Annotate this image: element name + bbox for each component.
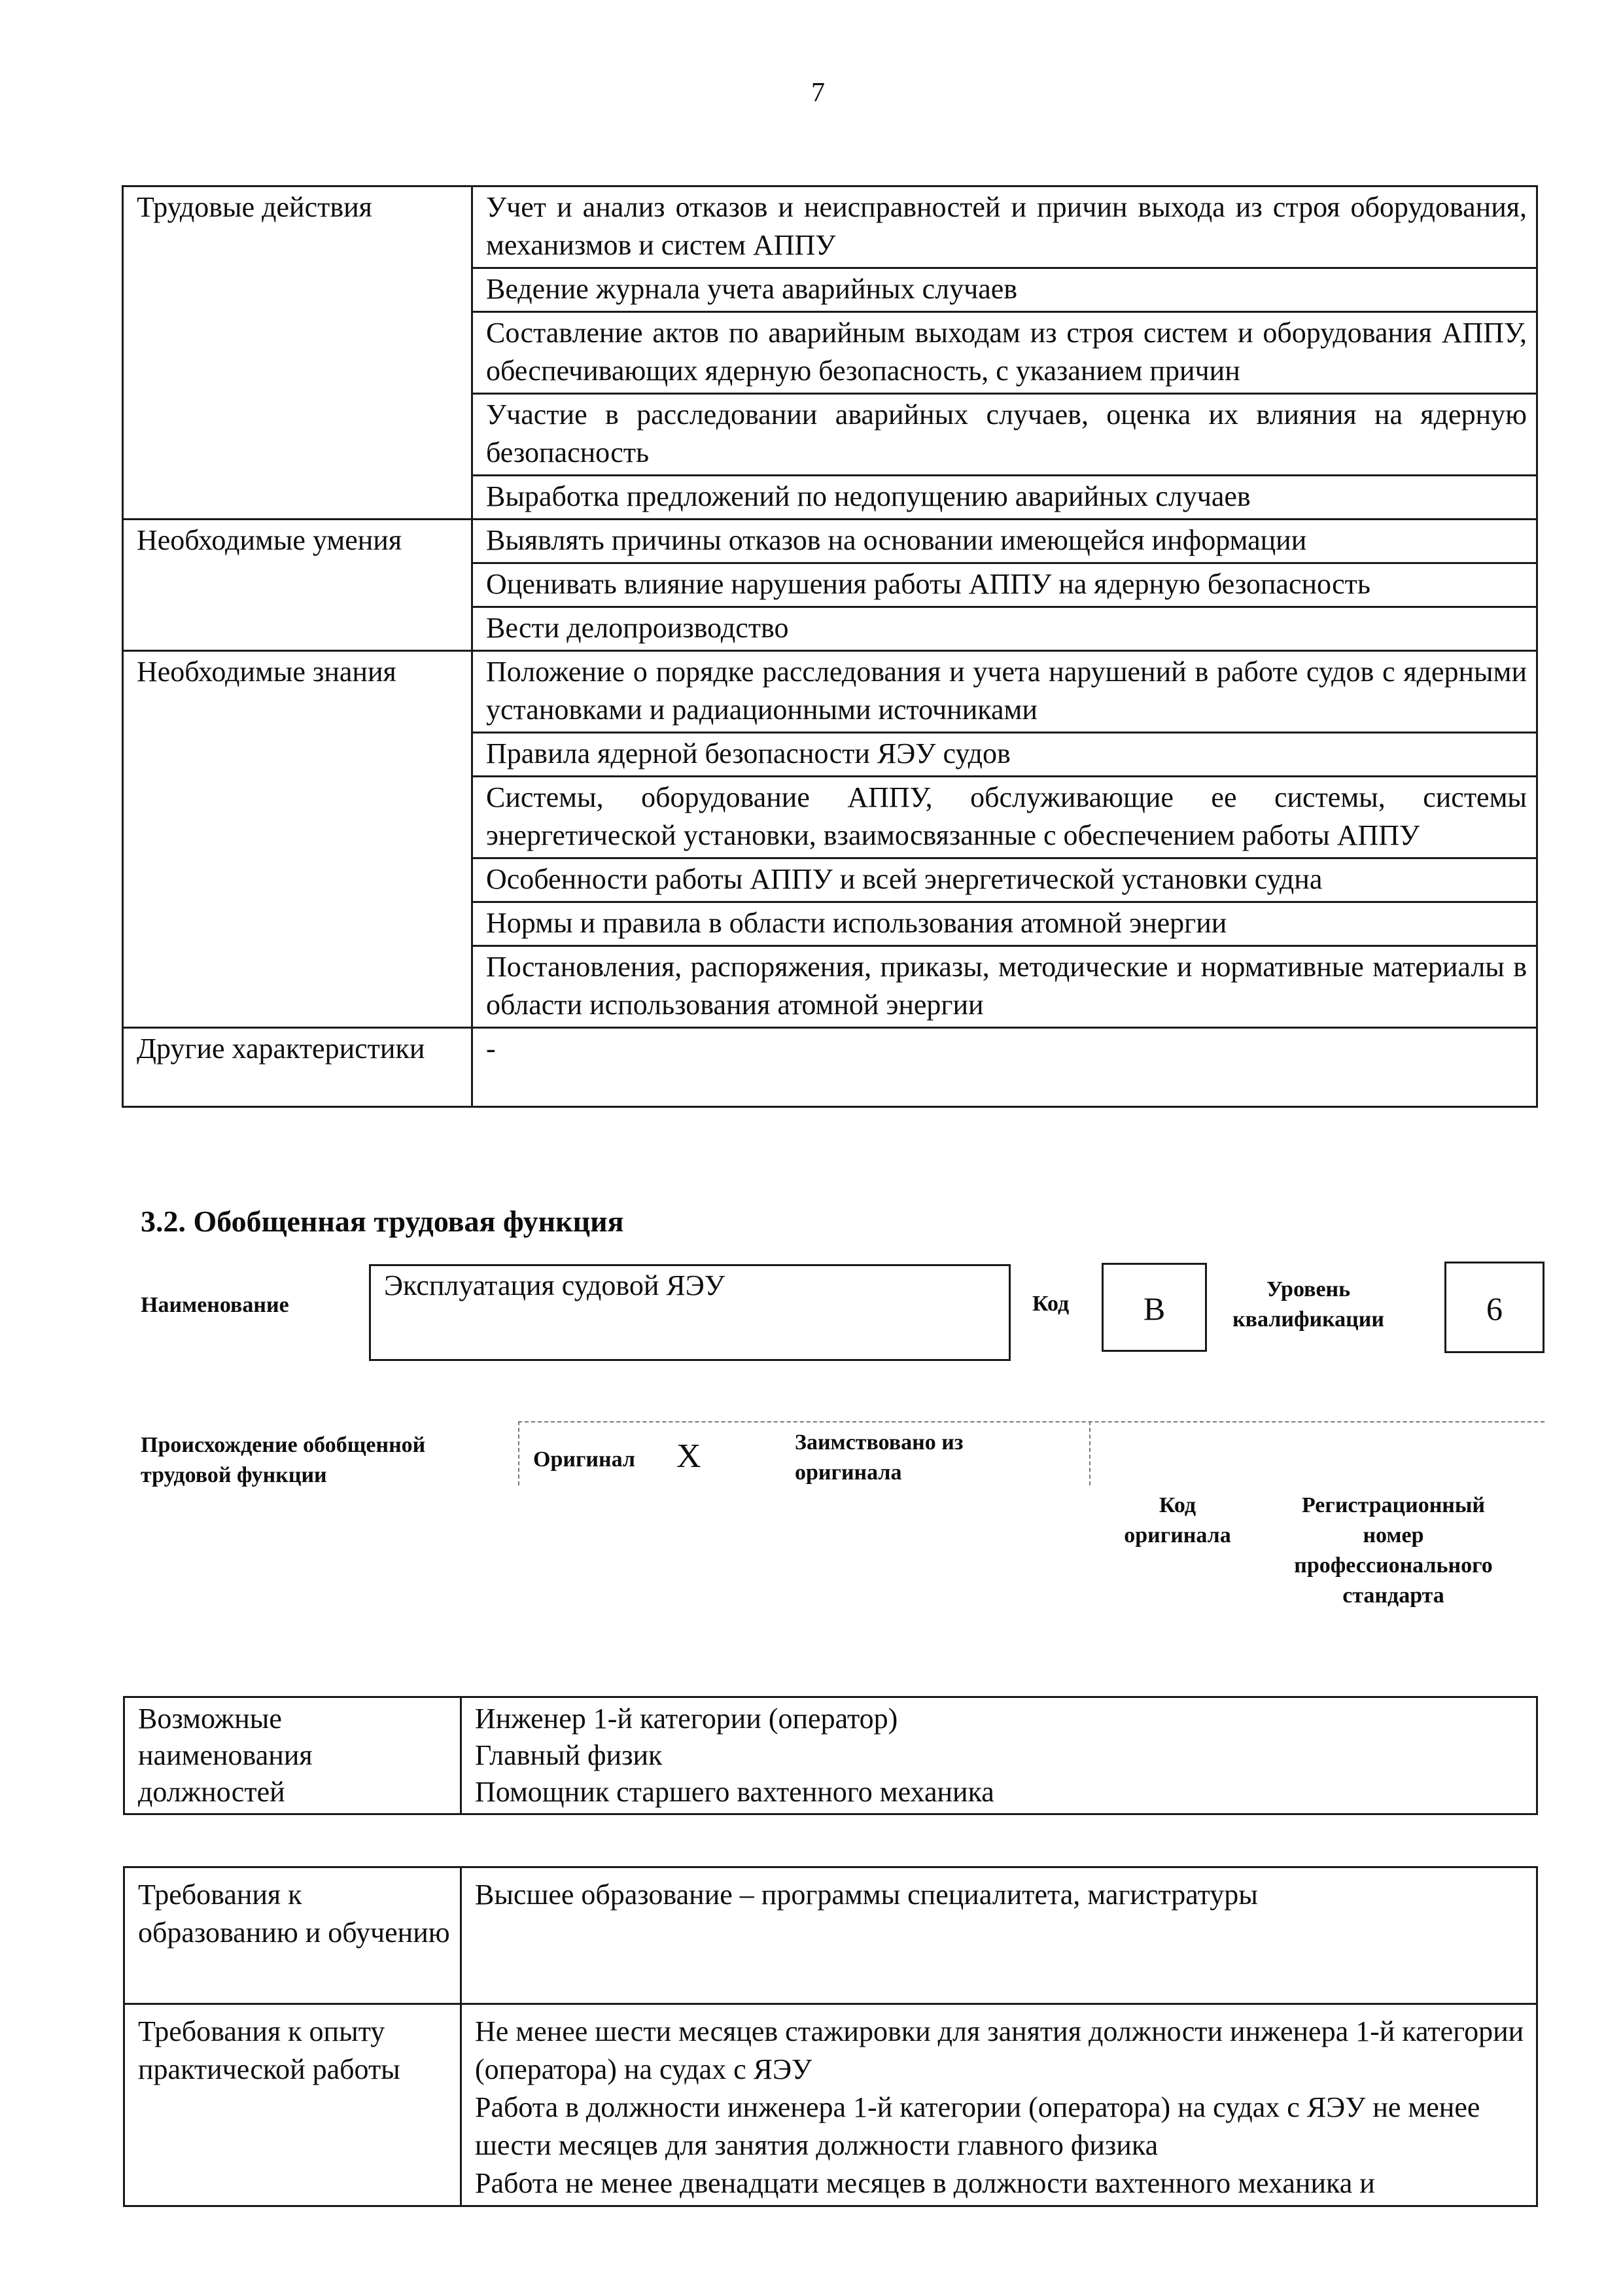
origin-label	[141, 1430, 425, 1491]
origin-label-line: трудовой функции	[141, 1463, 327, 1487]
positions-table	[123, 1696, 1538, 1815]
table-cell: Положение о порядке расследования и учета нарушений в работе судов с ядерными установками и радиационными источниками	[472, 651, 1537, 733]
row-label: Возможные наименования должностей	[124, 1697, 461, 1814]
caption-line: оригинала	[1124, 1523, 1231, 1547]
table-row	[124, 1867, 1537, 2004]
table-row	[124, 1697, 1537, 1814]
table-cell: Оценивать влияние нарушения работы АППУ на ядерную безопасность	[472, 563, 1537, 607]
level-value: 6	[1486, 1290, 1503, 1327]
origin-label-line: Происхождение обобщенной	[141, 1433, 426, 1457]
caption-line: Регистрационный	[1301, 1493, 1486, 1517]
original-label: Оригинал	[533, 1447, 635, 1472]
name-value: Эксплуатация судовой ЯЭУ	[384, 1269, 725, 1301]
list-item: Работа не менее двенадцати месяцев в должности вахтенного механика и	[475, 2167, 1375, 2199]
level-value-box	[1444, 1262, 1544, 1353]
original-mark: X	[676, 1438, 701, 1475]
code-value-box	[1102, 1263, 1207, 1352]
row-label: Необходимые умения	[123, 520, 472, 651]
borrowed-label-line: Заимствовано из	[795, 1430, 964, 1455]
table-cell: Составление актов по аварийным выходам из строя систем и оборудования АППУ, обеспечивающих ядерную безопасность, с указанием причин	[472, 312, 1537, 394]
list-item: Инженер 1-й категории (оператор)	[475, 1703, 898, 1735]
original-code-caption	[1106, 1491, 1249, 1551]
borrowed-label	[795, 1428, 963, 1488]
level-label	[1230, 1275, 1387, 1335]
table-row	[123, 1028, 1537, 1107]
row-label: Трудовые действия	[123, 186, 472, 520]
origin-frame	[518, 1421, 1544, 1487]
table-cell: Нормы и правила в области использования атомной энергии	[472, 902, 1537, 946]
table-cell: Выявлять причины отказов на основании имеющейся информации	[472, 520, 1537, 563]
list-item: Не менее шести месяцев стажировки для занятия должности инженера 1-й категории (оператора) на судах с ЯЭУ	[475, 2015, 1524, 2085]
code-label: Код	[1032, 1292, 1070, 1316]
table-cell: Вести делопроизводство	[472, 607, 1537, 651]
origin-divider	[1089, 1421, 1091, 1485]
list-item: Главный физик	[475, 1739, 663, 1771]
table-row	[123, 520, 1537, 563]
list-item: Работа в должности инженера 1-й категории (оператора) на судах с ЯЭУ не менее шести месяцев для занятия должности главного физика	[475, 2091, 1480, 2161]
table-cell: -	[472, 1028, 1537, 1107]
level-label-line: Уровень	[1266, 1277, 1351, 1301]
requirements-table	[123, 1866, 1538, 2207]
section-heading: 3.2. Обобщенная трудовая функция	[141, 1205, 624, 1238]
caption-line: стандарта	[1342, 1583, 1444, 1608]
table-cell: Высшее образование – программы специалитета, магистратуры	[461, 1867, 1537, 2004]
table-row	[123, 651, 1537, 733]
table-cell: Особенности работы АППУ и всей энергетической установки судна	[472, 858, 1537, 902]
table-row	[123, 186, 1537, 268]
page-number: 7	[811, 78, 825, 108]
origin-divider	[518, 1421, 519, 1485]
row-label: Необходимые знания	[123, 651, 472, 1028]
registration-number-caption	[1269, 1491, 1518, 1611]
table-cell: Постановления, распоряжения, приказы, методические и нормативные материалы в области использования атомной энергии	[472, 946, 1537, 1028]
table-cell: Правила ядерной безопасности ЯЭУ судов	[472, 733, 1537, 777]
caption-line: профессионального	[1294, 1553, 1493, 1578]
name-value-box	[369, 1264, 1011, 1361]
positions-list	[461, 1697, 1537, 1814]
list-item: Помощник старшего вахтенного механика	[475, 1776, 994, 1808]
row-label: Требования к опыту практической работы	[124, 2004, 461, 2206]
table-cell: Выработка предложений по недопущению аварийных случаев	[472, 476, 1537, 520]
experience-list	[461, 2004, 1537, 2206]
table-row	[124, 2004, 1537, 2206]
row-label: Требования к образованию и обучению	[124, 1867, 461, 2004]
table-cell: Участие в расследовании аварийных случаев, оценка их влияния на ядерную безопасность	[472, 394, 1537, 476]
name-label: Наименование	[141, 1293, 289, 1317]
caption-line: Код	[1159, 1493, 1196, 1517]
table-cell: Системы, оборудование АППУ, обслуживающие ее системы, системы энергетической установки, взаимосвязанные с обеспечением работы АППУ	[472, 777, 1537, 858]
level-label-line: квалификации	[1232, 1307, 1384, 1332]
table-cell: Учет и анализ отказов и неисправностей и причин выхода из строя оборудования, механизмов и систем АППУ	[472, 186, 1537, 268]
caption-line: номер	[1363, 1523, 1424, 1547]
code-value: B	[1143, 1290, 1166, 1327]
row-label: Другие характеристики	[123, 1028, 472, 1107]
labor-function-table	[122, 185, 1538, 1108]
table-cell: Ведение журнала учета аварийных случаев	[472, 268, 1537, 312]
borrowed-label-line: оригинала	[795, 1460, 902, 1485]
